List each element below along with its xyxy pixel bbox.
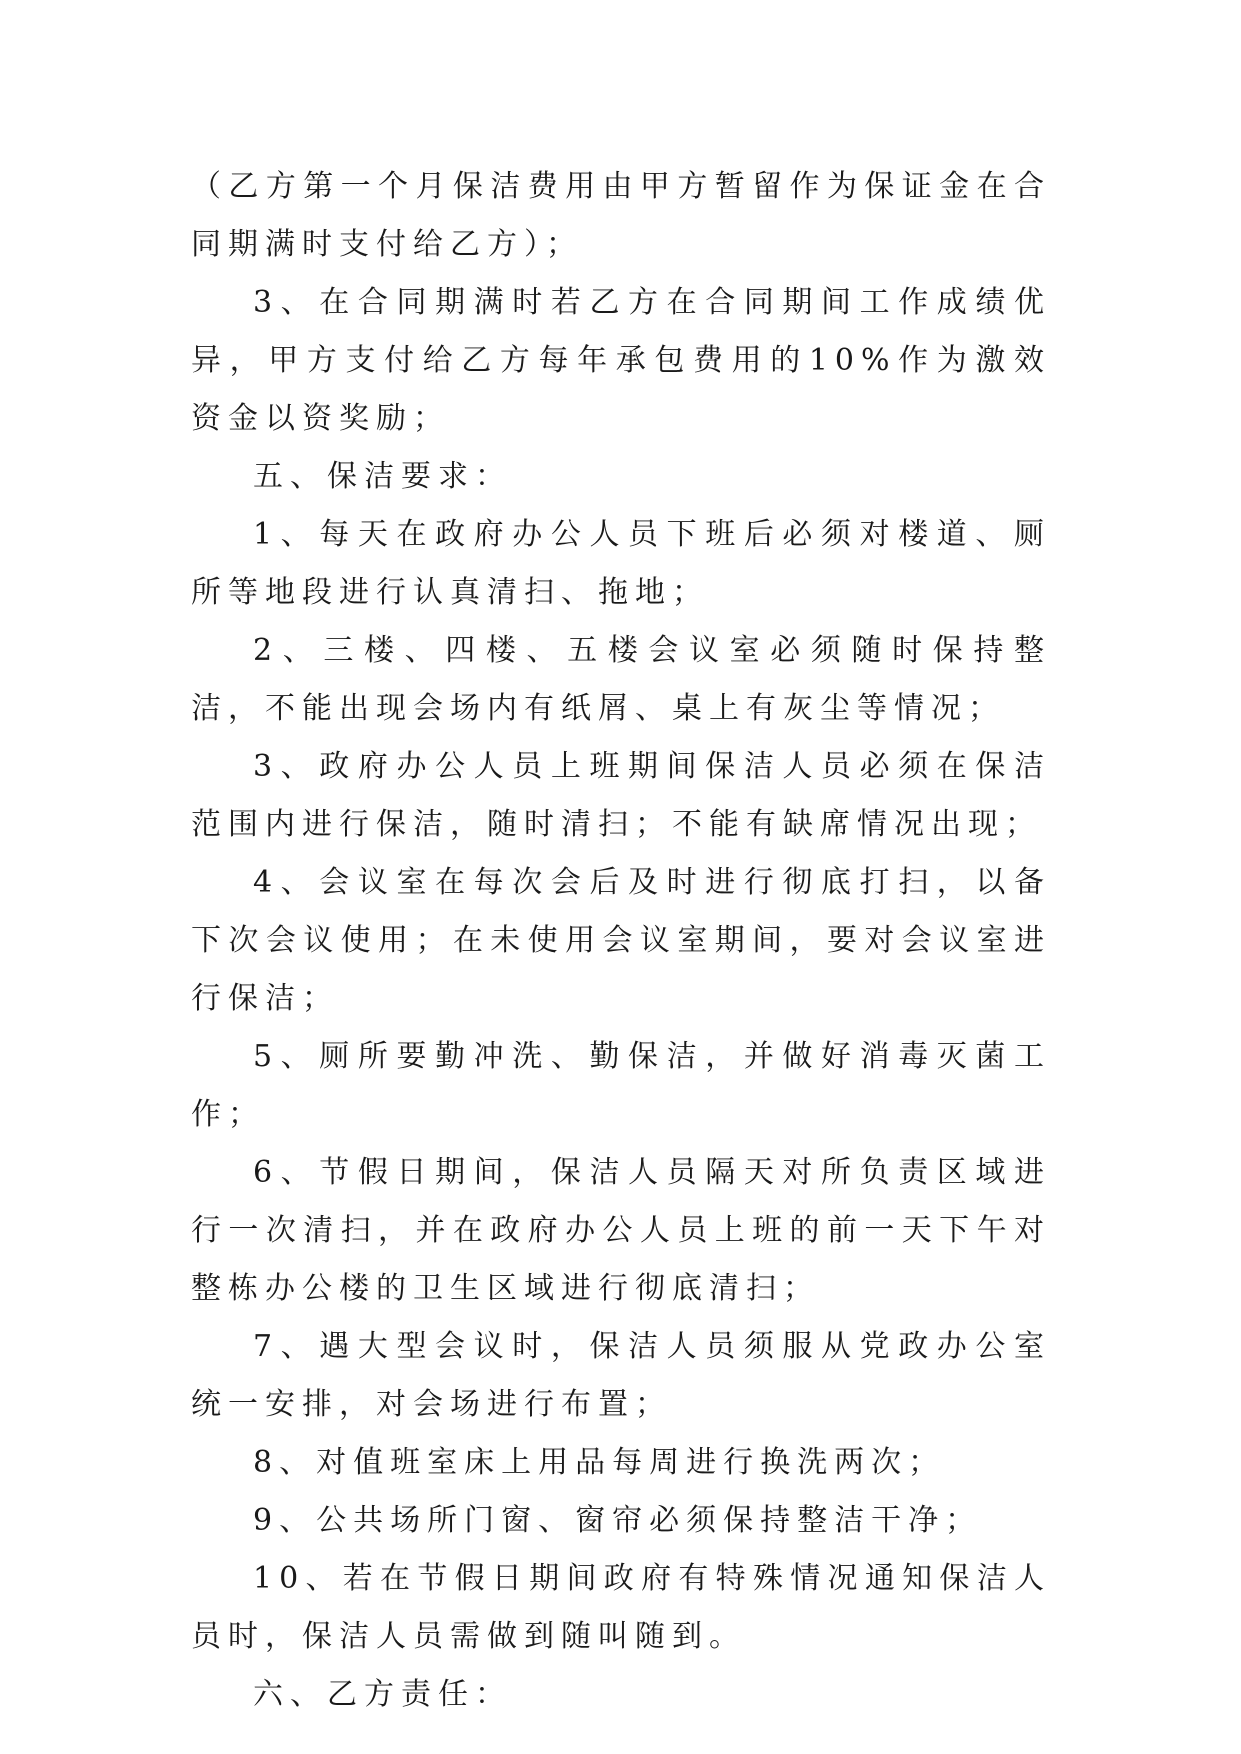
paragraph-requirement-3: 3、政府办公人员上班期间保洁人员必须在保洁范围内进行保洁，随时清扫；不能有缺席情况出现； <box>191 749 1051 842</box>
paragraph-requirement-4: 4、会议室在每次会后及时进行彻底打扫，以备下次会议使用；在未使用会议室期间，要对会议室进行保洁； <box>191 865 1051 1016</box>
paragraph-requirement-6: 6、节假日期间，保洁人员隔天对所负责区域进行一次清扫，并在政府办公人员上班的前一天下午对整栋办公楼的卫生区域进行彻底清扫； <box>191 1155 1051 1306</box>
paragraph-requirement-7: 7、遇大型会议时，保洁人员须服从党政办公室统一安排，对会场进行布置； <box>191 1329 1051 1422</box>
paragraph-requirement-10: 10、若在节假日期间政府有特殊情况通知保洁人员时，保洁人员需做到随叫随到。 <box>191 1561 1051 1654</box>
paragraph-requirement-5: 5、厕所要勤冲洗、勤保洁，并做好消毒灭菌工作； <box>191 1039 1051 1132</box>
paragraph-requirement-1: 1、每天在政府办公人员下班后必须对楼道、厕所等地段进行认真清扫、拖地； <box>191 517 1051 610</box>
paragraph-deposit-note: （乙方第一个月保洁费用由甲方暂留作为保证金在合同期满时支付给乙方）； <box>191 169 1051 262</box>
paragraph-clause-3-bonus: 3、在合同期满时若乙方在合同期间工作成绩优异，甲方支付给乙方每年承包费用的10%作为激效资金以资奖励； <box>191 285 1051 436</box>
paragraph-requirement-9: 9、公共场所门窗、窗帘必须保持整洁干净； <box>253 1503 983 1538</box>
paragraph-requirement-2: 2、三楼、四楼、五楼会议室必须随时保持整洁，不能出现会场内有纸屑、桌上有灰尘等情况； <box>191 633 1051 726</box>
section-heading-cleaning-requirements: 五、保洁要求： <box>253 459 512 494</box>
document-body <box>191 158 1051 1724</box>
paragraph-requirement-8: 8、对值班室床上用品每周进行换洗两次； <box>253 1445 946 1480</box>
section-heading-party-b-responsibilities: 六、乙方责任： <box>253 1677 512 1712</box>
